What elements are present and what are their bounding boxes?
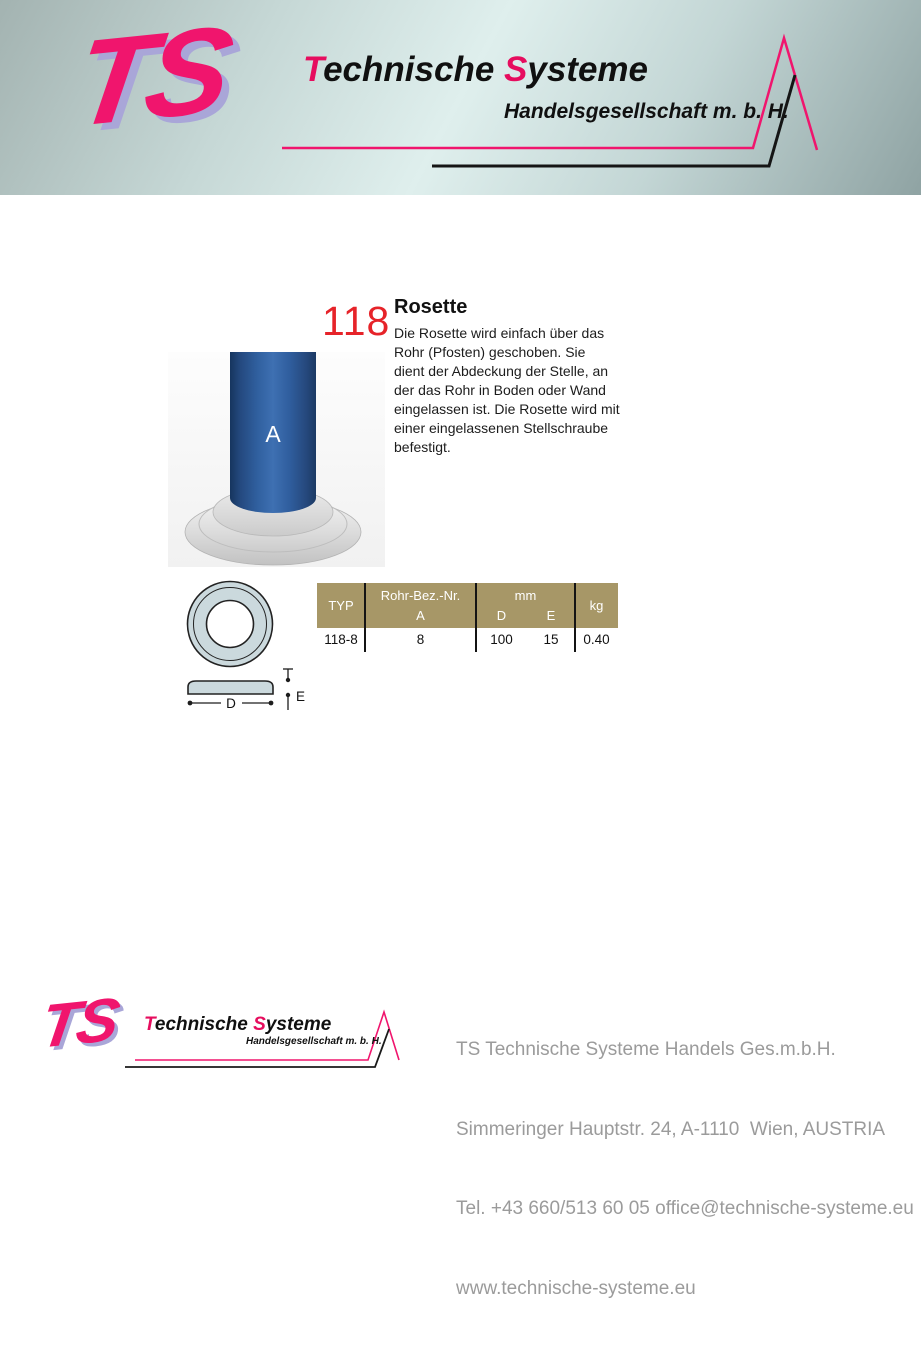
col-header-rohr-a: A bbox=[416, 608, 425, 623]
brand-name-initial-t: T bbox=[303, 50, 324, 89]
brand-name-rest-1: echnische bbox=[323, 50, 505, 89]
col-header-typ: TYP bbox=[328, 598, 354, 613]
cell-a: 8 bbox=[416, 632, 425, 647]
tube-dimension-label: A bbox=[265, 421, 281, 447]
col-header-e: E bbox=[546, 608, 556, 623]
product-title: Rosette bbox=[394, 296, 468, 318]
product-number: 118 bbox=[322, 298, 391, 344]
description-line: befestigt. bbox=[394, 439, 451, 455]
cell-e: 15 bbox=[543, 632, 559, 647]
ts-logo: TS bbox=[66, 0, 234, 154]
description-line: Die Rosette wird einfach über das bbox=[394, 325, 605, 341]
dimension-e-label: E bbox=[296, 689, 306, 704]
rosette-side-view bbox=[188, 681, 273, 694]
brand-name-rest-2: ysteme bbox=[527, 50, 649, 89]
footer-brand-subtitle: Handelsgesellschaft m. b. H. bbox=[246, 1036, 382, 1047]
col-header-mm: mm bbox=[514, 588, 537, 603]
footer-contact-block bbox=[456, 984, 914, 1355]
footer-brand-rest-2: ysteme bbox=[265, 1014, 332, 1035]
spec-table bbox=[317, 583, 618, 652]
contact-line-website: www.technische-systeme.eu bbox=[456, 1277, 696, 1299]
product-photo bbox=[168, 352, 385, 567]
product-description bbox=[394, 324, 624, 457]
technical-drawing bbox=[160, 570, 330, 720]
footer-brand-initial-t: T bbox=[144, 1014, 155, 1035]
contact-line-phone-email: Tel. +43 660/513 60 05 office@technische-systeme.eu bbox=[456, 1198, 914, 1219]
brand-name bbox=[303, 50, 648, 90]
col-header-rohr: Rohr-Bez.-Nr. bbox=[380, 588, 461, 603]
brand-name-initial-s: S bbox=[504, 50, 528, 89]
header-banner bbox=[0, 0, 921, 195]
contact-line-address: Simmeringer Hauptstr. 24, A-1110 Wien, AUSTRIA bbox=[456, 1118, 886, 1140]
contact-line-company: TS Technische Systeme Handels Ges.m.b.H. bbox=[456, 1039, 836, 1060]
footer-brand-initial-s: S bbox=[253, 1014, 266, 1035]
dimension-d-label: D bbox=[226, 696, 236, 711]
col-header-kg: kg bbox=[589, 598, 604, 613]
col-header-d: D bbox=[496, 608, 507, 623]
cell-typ: 118-8 bbox=[324, 632, 358, 647]
footer-brand-rest-1: echnische bbox=[154, 1014, 254, 1035]
description-line: einer eingelassenen Stellschraube bbox=[394, 420, 609, 436]
description-line: eingelassen ist. Die Rosette wird mit bbox=[394, 401, 620, 417]
cell-d: 100 bbox=[490, 632, 513, 647]
description-line: dient der Abdeckung der Stelle, an bbox=[394, 363, 609, 379]
description-line: Rohr (Pfosten) geschoben. Sie bbox=[394, 344, 586, 360]
brand-subtitle: Handelsgesellschaft m. b. H. bbox=[504, 100, 789, 123]
description-line: der das Rohr in Boden oder Wand bbox=[394, 382, 606, 398]
rosette-top-view-hole bbox=[207, 601, 254, 648]
footer-brand-name bbox=[144, 1014, 331, 1036]
cell-kg: 0.40 bbox=[583, 632, 610, 647]
footer-ts-logo: TS bbox=[36, 985, 121, 1062]
